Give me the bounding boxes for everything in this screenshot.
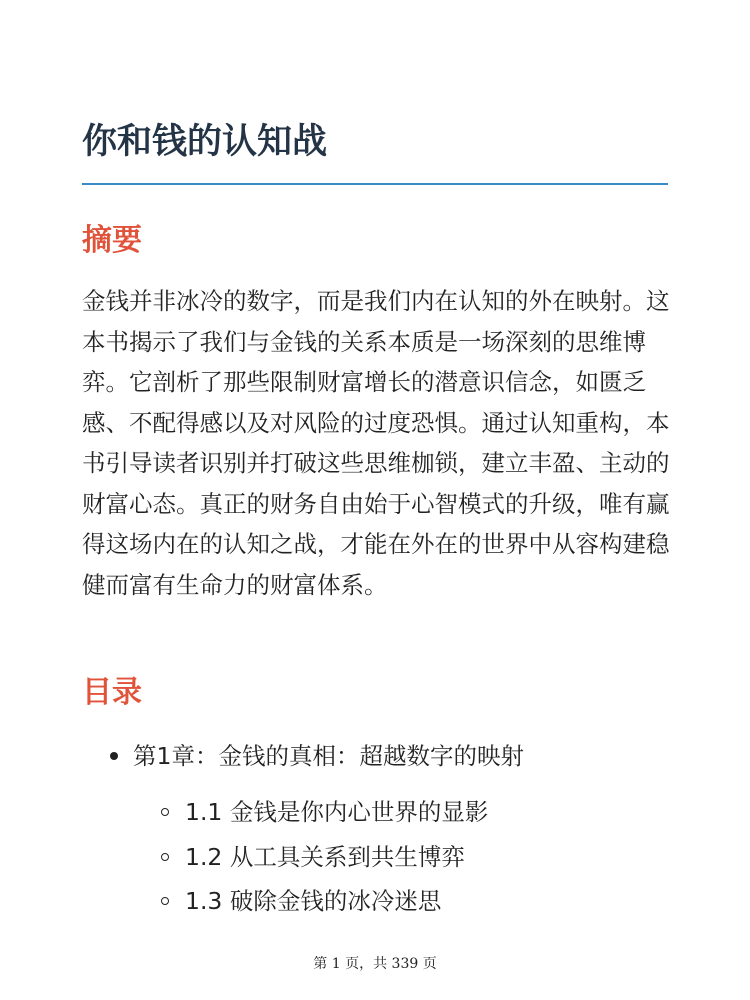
toc-chapter-item[interactable]: [110, 740, 524, 772]
page-number-footer: 第 1 页，共 339 页: [313, 956, 437, 972]
summary-heading: 摘要: [82, 223, 142, 258]
toc-section-item[interactable]: [161, 841, 465, 873]
toc-section-item[interactable]: [161, 796, 488, 828]
hollow-circle-bullet-icon: [161, 853, 169, 861]
title-divider: [82, 183, 668, 185]
filled-disc-bullet-icon: [110, 752, 118, 760]
hollow-circle-bullet-icon: [161, 897, 169, 905]
toc-section-label: 1.3 破除金钱的冰冷迷思: [185, 887, 442, 915]
summary-paragraph: 金钱并非冰冷的数字，而是我们内在认知的外在映射。这本书揭示了我们与金钱的关系本质是一场深刻的思维博弈。它剖析了那些限制财富增长的潜意识信念，如匮乏感、不配得感以及对风险的过度恐惧。通过认知重构，本书引导读者识别并打破这些思维枷锁，建立丰盈、主动的财富心态。真正的财务自由始于心智模式的升级，唯有赢得这场内在的认知之战，才能在外在的世界中从容构建稳健而富有生命力的财富体系。: [82, 287, 670, 599]
toc-section-label: 1.2 从工具关系到共生博弈: [185, 843, 465, 871]
toc-section-item[interactable]: [161, 885, 441, 917]
hollow-circle-bullet-icon: [161, 808, 169, 816]
toc-chapter-label: 第1章：金钱的真相：超越数字的映射: [133, 742, 524, 770]
toc-heading: 目录: [82, 675, 142, 710]
document-title: 你和钱的认知战: [82, 122, 328, 162]
toc-section-label: 1.1 金钱是你内心世界的显影: [185, 798, 489, 826]
